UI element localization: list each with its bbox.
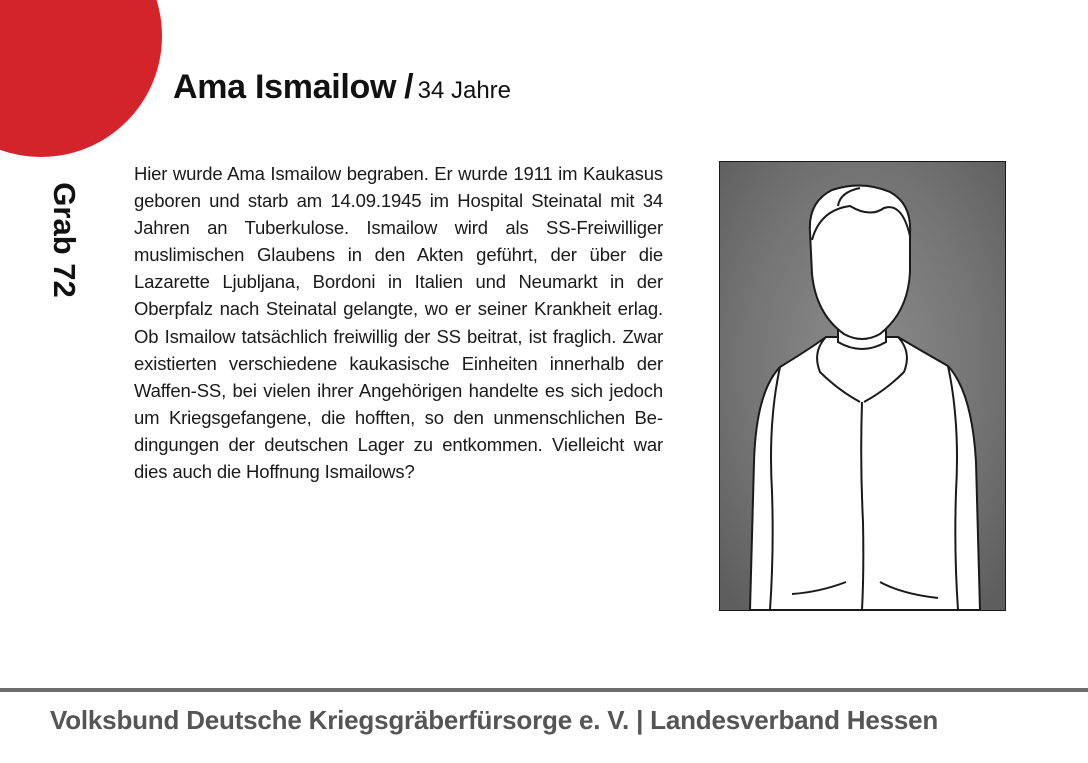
- title-separator: /: [404, 68, 414, 106]
- page-title: [173, 68, 511, 107]
- grave-number-label: Grab 72: [47, 182, 82, 298]
- biography-paragraph: Hier wurde Ama Ismailow begraben. Er wurde 1911 im Kaukasus geboren und starb am 14.09.1945 im Hospital Steinatal mit 34 Jahren an Tuberkulose. Ismailow wird als SS-Freiwilliger muslimischen Glaubens in den Akten geführt, der über die Lazarette Ljubljana, Bordoni in Italien und Neumarkt in der Oberpfalz nach Steinatal gelangte, wo er seiner Krankheit erlag. Ob Ismailow tatsächlich freiwillig der SS beitrat, ist fraglich. Zwar existierten verschiedene kaukasische Einheiten innerhalb der Waffen-SS, bei vielen ihrer Angehörigen handelte es sich jedoch um Kriegsgefangene, die hofften, so den unmenschlichen Bedingungen der deutschen Lager zu entkommen. Vielleicht war dies auch die Hoffnung Ismailows?: [134, 163, 663, 483]
- portrait-placeholder: [719, 161, 1006, 611]
- red-circle-decoration: [0, 0, 162, 157]
- person-age: 34 Jahre: [417, 77, 512, 104]
- person-silhouette-icon: [720, 162, 1005, 610]
- footer-organization: Volksbund Deutsche Kriegsgräberfürsorge e. V. | Landesverband Hessen: [50, 705, 939, 735]
- footer-divider: [0, 688, 1088, 692]
- person-name: Ama Ismailow: [173, 68, 397, 106]
